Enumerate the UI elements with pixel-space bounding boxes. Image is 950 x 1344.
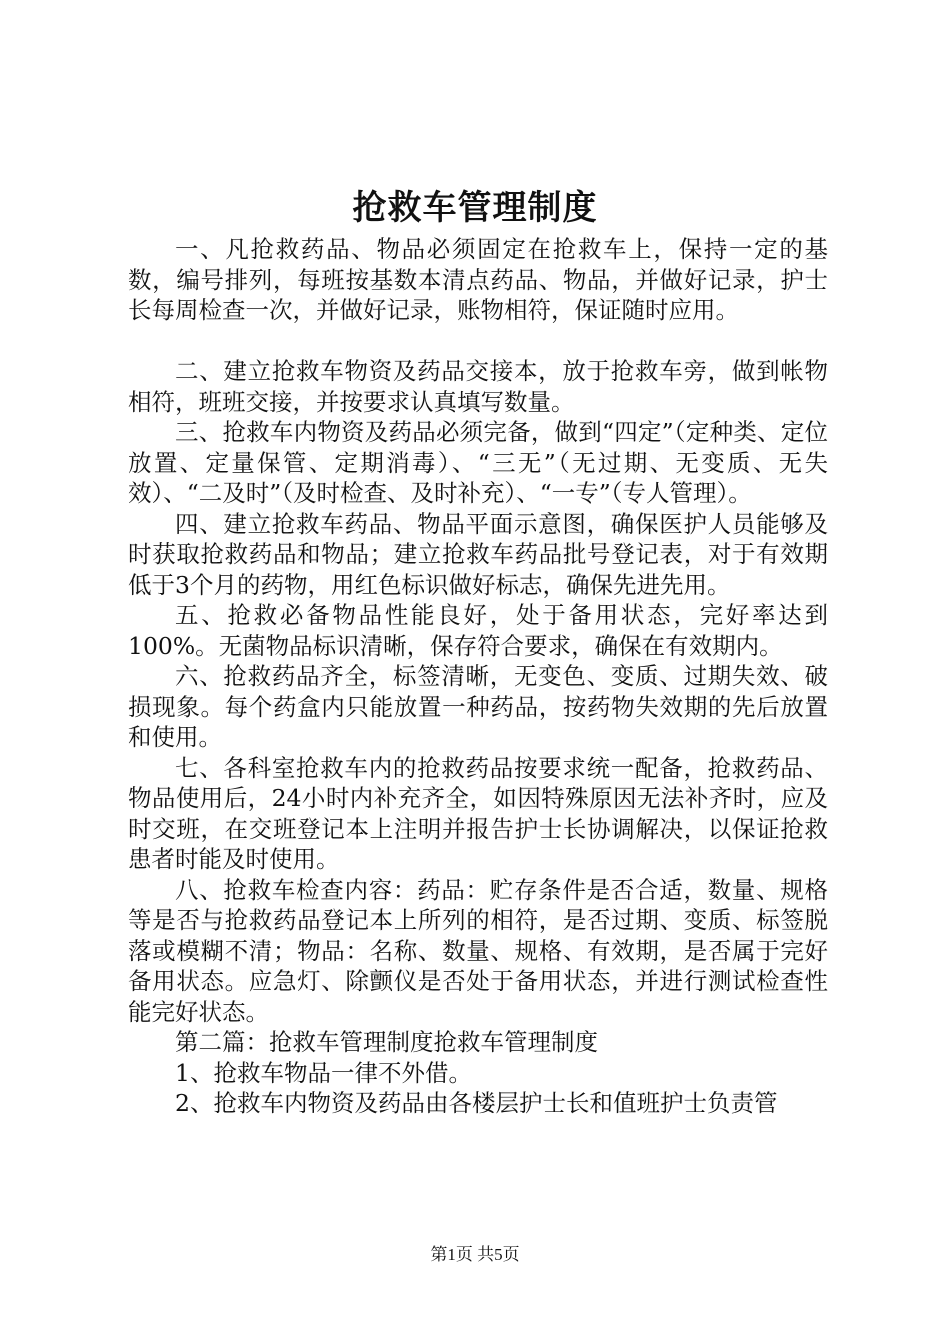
- paragraph-3: 三、抢救车内物资及药品必须完备，做到“四定”（定种类、定位放置、定量保管、定期消毒）、“三无”（无过期、无变质、无失效）、“二及时”（及时检查、及时补充）、“一专”（专人管理）。: [128, 418, 828, 507]
- paragraph-6: 六、抢救药品齐全，标签清晰，无变色、变质、过期失效、破损现象。每个药盒内只能放置一种药品，按药物失效期的先后放置和使用。: [128, 662, 828, 751]
- paragraph-8: 八、抢救车检查内容：药品：贮存条件是否合适，数量、规格等是否与抢救药品登记本上所列的相符，是否过期、变质、标签脱落或模糊不清；物品：名称、数量、规格、有效期，是否属于完好备用状态。应急灯、除颤仪是否处于备用状态，并进行测试检查性能完好状态。: [128, 875, 828, 1026]
- paragraph-9: 第二篇：抢救车管理制度抢救车管理制度: [175, 1028, 598, 1056]
- page-number-footer: 第1页 共5页: [430, 1245, 520, 1264]
- paragraph-1: 一、凡抢救药品、物品必须固定在抢救车上，保持一定的基数，编号排列，每班按基数本清点药品、物品，并做好记录，护士长每周检查一次，并做好记录，账物相符，保证随时应用。: [128, 235, 828, 324]
- paragraph-11: 2、抢救车内物资及药品由各楼层护士长和值班护士负责管: [175, 1089, 778, 1117]
- paragraph-7: 七、各科室抢救车内的抢救药品按要求统一配备，抢救药品、物品使用后，24小时内补充齐全，如因特殊原因无法补齐时，应及时交班，在交班登记本上注明并报告护士长协调解决，以保证抢救患者时能及时使用。: [128, 753, 828, 873]
- paragraph-5: 五、抢救必备物品性能良好，处于备用状态，完好率达到100%。无菌物品标识清晰，保存符合要求，确保在有效期内。: [128, 601, 828, 660]
- document-body: [128, 234, 828, 1119]
- paragraph-4: 四、建立抢救车药品、物品平面示意图，确保医护人员能够及时获取抢救药品和物品；建立抢救车药品批号登记表，对于有效期低于3个月的药物，用红色标识做好标志，确保先进先用。: [128, 509, 828, 599]
- paragraph-10: 1、抢救车物品一律不外借。: [175, 1058, 472, 1087]
- document-title: 抢救车管理制度: [352, 188, 598, 228]
- paragraph-2: 二、建立抢救车物资及药品交接本，放于抢救车旁，做到帐物相符，班班交接，并按要求认真填写数量。: [128, 357, 828, 416]
